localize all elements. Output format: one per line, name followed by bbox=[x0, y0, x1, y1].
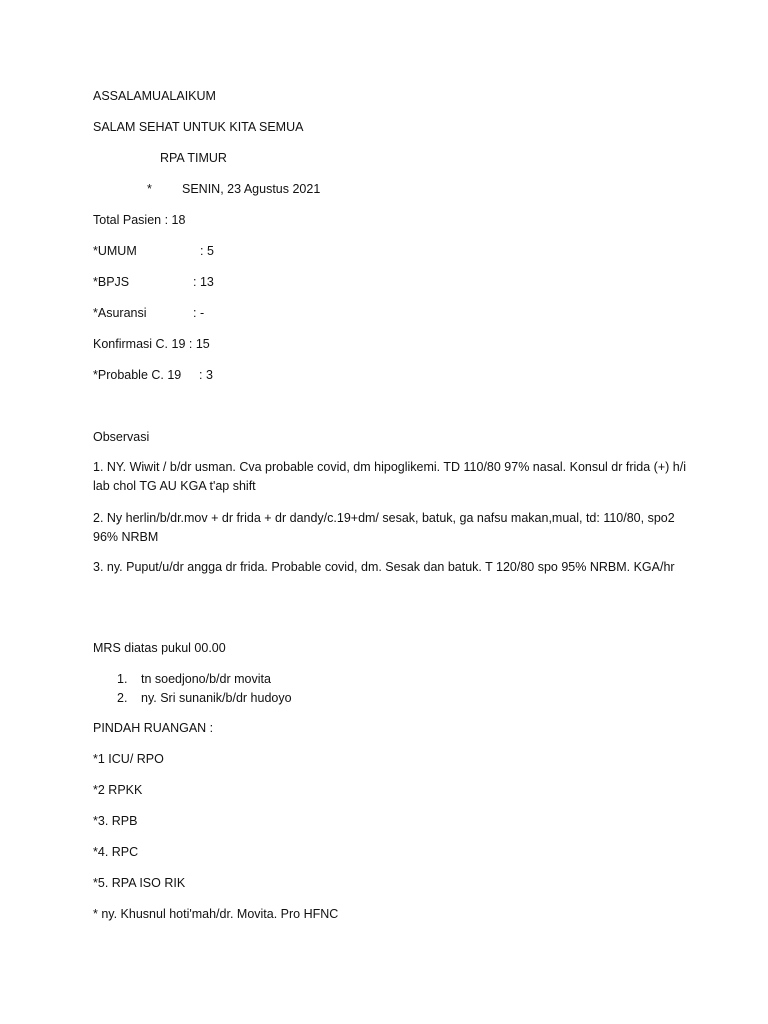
observasi-item-3: 3. ny. Puput/u/dr angga dr frida. Probable covid, dm. Sesak dan batuk. T 120/80 spo 95% NRBM. KGA/hr bbox=[93, 560, 675, 574]
pindah-item-4: *4. RPC bbox=[93, 845, 139, 859]
mrs-item-2-number: 2. bbox=[117, 691, 128, 705]
mrs-heading: MRS diatas pukul 00.00 bbox=[93, 641, 226, 655]
mrs-item-1-number: 1. bbox=[117, 672, 128, 686]
pindah-item-1: *1 ICU/ RPO bbox=[93, 752, 164, 766]
last-patient-line: * ny. Khusnul hoti'mah/dr. Movita. Pro HFNC bbox=[93, 907, 339, 921]
stat-umum-label: *UMUM bbox=[93, 244, 137, 258]
stat-asuransi-value: : - bbox=[193, 306, 205, 320]
mrs-item-1: tn soedjono/b/dr movita bbox=[141, 672, 271, 686]
observasi-heading: Observasi bbox=[93, 430, 150, 444]
stat-umum-value: : 5 bbox=[200, 244, 214, 258]
date-line: SENIN, 23 Agustus 2021 bbox=[182, 182, 321, 196]
salam-line: SALAM SEHAT UNTUK KITA SEMUA bbox=[93, 120, 304, 134]
stat-bpjs-label: *BPJS bbox=[93, 275, 130, 289]
pindah-item-3: *3. RPB bbox=[93, 814, 138, 828]
stat-asuransi-label: *Asuransi bbox=[93, 306, 147, 320]
mrs-item-2: ny. Sri sunanik/b/dr hudoyo bbox=[141, 691, 292, 705]
date-bullet: * bbox=[147, 182, 152, 196]
pindah-item-2: *2 RPKK bbox=[93, 783, 143, 797]
stat-bpjs-value: : 13 bbox=[193, 275, 214, 289]
total-patients: Total Pasien : 18 bbox=[93, 213, 186, 227]
pindah-heading: PINDAH RUANGAN : bbox=[93, 721, 214, 735]
observasi-item-1: 1. NY. Wiwit / b/dr usman. Cva probable covid, dm hipoglikemi. TD 110/80 97% nasal. Konsul dr frida (+) h/i lab chol TG AU KGA t'ap shift bbox=[93, 460, 686, 493]
observasi-item-2: 2. Ny herlin/b/dr.mov + dr frida + dr dandy/c.19+dm/ sesak, batuk, ga nafsu makan,mual, td: 110/80, spo2 96% NRBM bbox=[93, 511, 675, 544]
greeting-line: ASSALAMUALAIKUM bbox=[93, 89, 216, 103]
konfirmasi-line: Konfirmasi C. 19 : 15 bbox=[93, 337, 210, 351]
ward-title: RPA TIMUR bbox=[160, 151, 227, 165]
probable-label: *Probable C. 19 bbox=[93, 368, 182, 382]
pindah-item-5: *5. RPA ISO RIK bbox=[93, 876, 186, 890]
probable-value: : 3 bbox=[199, 368, 213, 382]
